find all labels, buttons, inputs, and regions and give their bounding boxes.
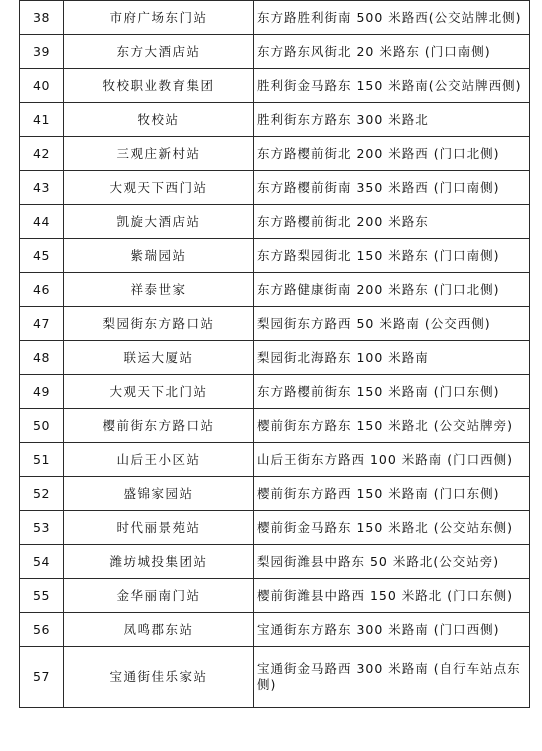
row-number: 53	[20, 511, 64, 545]
table-row	[20, 171, 530, 205]
station-location: 樱前街金马路东 150 米路北 (公交站东侧)	[254, 511, 530, 545]
table-row	[20, 477, 530, 511]
table-row	[20, 273, 530, 307]
row-number: 40	[20, 69, 64, 103]
station-name: 市府广场东门站	[64, 1, 254, 35]
table-row	[20, 307, 530, 341]
station-location: 东方路樱前街北 200 米路西 (门口北侧)	[254, 137, 530, 171]
row-number: 57	[20, 647, 64, 708]
station-location: 东方路健康街南 200 米路东 (门口北侧)	[254, 273, 530, 307]
station-location: 东方路梨园街北 150 米路东 (门口南侧)	[254, 239, 530, 273]
station-name: 山后王小区站	[64, 443, 254, 477]
row-number: 49	[20, 375, 64, 409]
station-location: 东方路樱前街北 200 米路东	[254, 205, 530, 239]
table-row	[20, 409, 530, 443]
station-name: 凤鸣郡东站	[64, 613, 254, 647]
station-name: 联运大厦站	[64, 341, 254, 375]
station-name: 宝通街佳乐家站	[64, 647, 254, 708]
station-table	[19, 0, 530, 708]
table-row	[20, 1, 530, 35]
table-row	[20, 35, 530, 69]
table-row	[20, 511, 530, 545]
station-name: 凯旋大酒店站	[64, 205, 254, 239]
row-number: 48	[20, 341, 64, 375]
station-location: 东方路樱前街东 150 米路南 (门口东侧)	[254, 375, 530, 409]
row-number: 50	[20, 409, 64, 443]
station-location: 山后王街东方路西 100 米路南 (门口西侧)	[254, 443, 530, 477]
table-row	[20, 579, 530, 613]
row-number: 51	[20, 443, 64, 477]
station-name: 潍坊城投集团站	[64, 545, 254, 579]
row-number: 55	[20, 579, 64, 613]
station-name: 梨园街东方路口站	[64, 307, 254, 341]
table-row	[20, 103, 530, 137]
station-location: 胜利街东方路东 300 米路北	[254, 103, 530, 137]
row-number: 41	[20, 103, 64, 137]
row-number: 43	[20, 171, 64, 205]
station-name: 金华丽南门站	[64, 579, 254, 613]
station-name: 时代丽景苑站	[64, 511, 254, 545]
station-name: 大观天下北门站	[64, 375, 254, 409]
station-location: 宝通街金马路西 300 米路南 (自行车站点东侧)	[254, 647, 530, 708]
table-row	[20, 137, 530, 171]
station-location: 东方路樱前街南 350 米路西 (门口南侧)	[254, 171, 530, 205]
station-location: 梨园街北海路东 100 米路南	[254, 341, 530, 375]
row-number: 39	[20, 35, 64, 69]
row-number: 56	[20, 613, 64, 647]
row-number: 38	[20, 1, 64, 35]
station-location: 东方路东风街北 20 米路东 (门口南侧)	[254, 35, 530, 69]
station-name: 牧校职业教育集团	[64, 69, 254, 103]
table-row	[20, 545, 530, 579]
row-number: 46	[20, 273, 64, 307]
row-number: 54	[20, 545, 64, 579]
row-number: 52	[20, 477, 64, 511]
station-location: 樱前街东方路西 150 米路南 (门口东侧)	[254, 477, 530, 511]
station-location: 宝通街东方路东 300 米路南 (门口西侧)	[254, 613, 530, 647]
station-location: 樱前街东方路东 150 米路北 (公交站牌旁)	[254, 409, 530, 443]
table-row	[20, 613, 530, 647]
station-name: 樱前街东方路口站	[64, 409, 254, 443]
station-name: 盛锦家园站	[64, 477, 254, 511]
row-number: 45	[20, 239, 64, 273]
table-row	[20, 647, 530, 708]
station-name: 祥泰世家	[64, 273, 254, 307]
station-location: 樱前街潍县中路西 150 米路北 (门口东侧)	[254, 579, 530, 613]
row-number: 44	[20, 205, 64, 239]
station-name: 三观庄新村站	[64, 137, 254, 171]
station-location: 胜利街金马路东 150 米路南(公交站牌西侧)	[254, 69, 530, 103]
station-name: 牧校站	[64, 103, 254, 137]
station-location: 梨园街东方路西 50 米路南 (公交西侧)	[254, 307, 530, 341]
row-number: 47	[20, 307, 64, 341]
table-row	[20, 239, 530, 273]
table-row	[20, 443, 530, 477]
table-row	[20, 375, 530, 409]
table-row	[20, 205, 530, 239]
station-name: 东方大酒店站	[64, 35, 254, 69]
station-location: 梨园街潍县中路东 50 米路北(公交站旁)	[254, 545, 530, 579]
station-location: 东方路胜利街南 500 米路西(公交站牌北侧)	[254, 1, 530, 35]
table-row	[20, 341, 530, 375]
row-number: 42	[20, 137, 64, 171]
station-name: 大观天下西门站	[64, 171, 254, 205]
table-row	[20, 69, 530, 103]
station-name: 紫瑞园站	[64, 239, 254, 273]
